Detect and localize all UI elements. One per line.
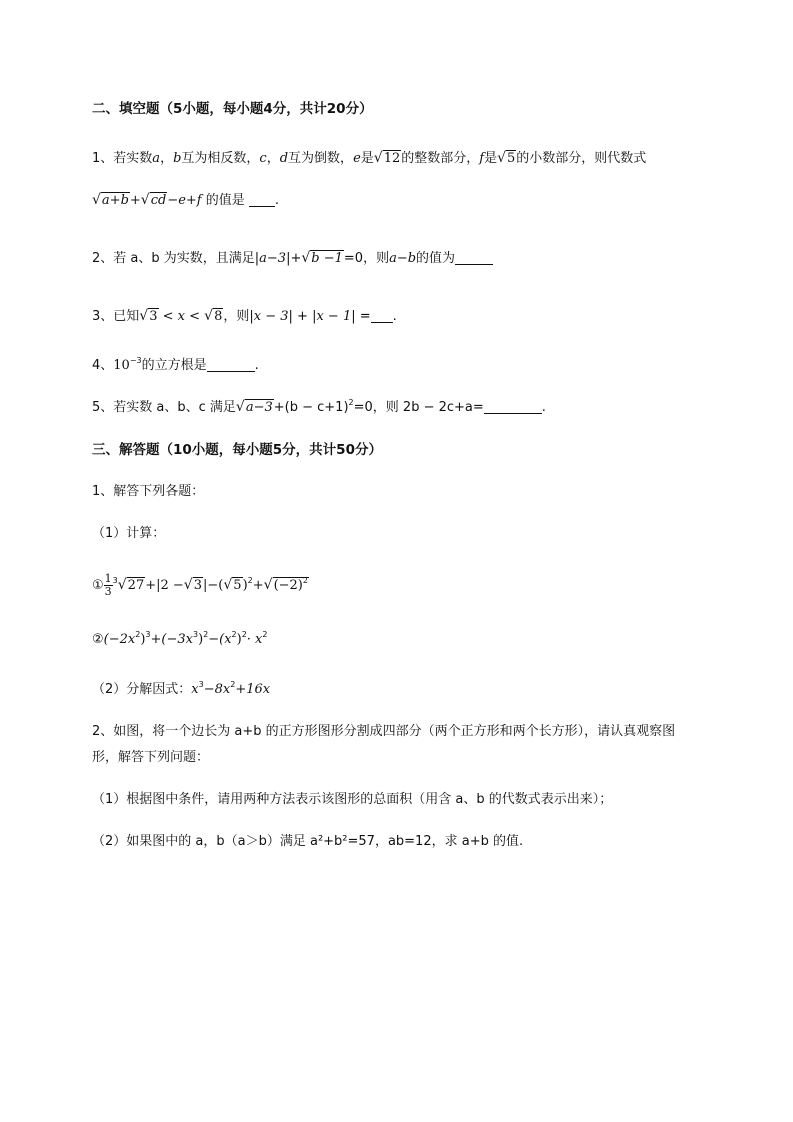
answer-blank[interactable] <box>249 194 275 207</box>
radicand: a+b <box>101 193 129 208</box>
question-1-line-2: √a+b+√cd−e+f 的值是 . <box>92 192 280 208</box>
answer-blank[interactable] <box>371 310 393 323</box>
part-2-factor: （2）分解因式：$x^3-8x^2+16x$ <box>92 680 271 697</box>
question-number: 2、 <box>92 251 114 266</box>
sqrt-icon: √ <box>301 250 311 266</box>
sqrt-icon: √ <box>139 308 149 324</box>
question-number: 1、 <box>92 151 114 166</box>
radicand: 8 <box>214 309 223 324</box>
radicand: 3 <box>149 309 158 324</box>
solve-question-1: 1、解答下列各题： <box>92 484 205 499</box>
sqrt-icon: √ <box>204 308 214 324</box>
cube-root-icon: √ <box>117 577 127 593</box>
question-4: 4、$10^{-3}$的立方根是 . <box>92 356 259 373</box>
solve-question-2-part-2: （2）如果图中的 a，b（a＞b）满足 a²+b²=57，ab=12，求 a+b 的值. <box>92 834 524 849</box>
section-heading-fill-blank: 二、填空题（5小题，每小题4分，共计20分） <box>92 101 373 117</box>
radicand: 5 <box>233 578 242 593</box>
sqrt-icon: √ <box>183 577 193 593</box>
section-heading-solve: 三、解答题（10小题，每小题5分，共计50分） <box>92 442 382 458</box>
radicand: $(-2)^2$ <box>273 576 308 593</box>
answer-blank[interactable] <box>207 359 255 372</box>
sqrt-icon: √ <box>235 399 245 415</box>
sqrt-icon: √ <box>263 577 273 593</box>
radicand: 27 <box>127 578 145 593</box>
radicand: cd <box>150 193 167 208</box>
question-1-line-1: 1、若实数a，b互为相反数，c，d互为倒数，e是√12的整数部分，f是√5的小数部分，则代数式 <box>92 150 647 166</box>
answer-blank[interactable] <box>484 401 542 414</box>
question-3: 3、已知√3 < x < √8，则|x − 3| + |x − 1| = . <box>92 308 397 324</box>
solve-question-2-line-2: 形，解答下列问题： <box>92 750 210 765</box>
question-number: 3、 <box>92 309 114 324</box>
question-2: 2、若 a、b 为实数，且满足|a−3|+√b −1=0，则a−b的值为 <box>92 248 493 269</box>
question-number: 5、 <box>92 400 114 415</box>
question-number: 4、 <box>92 358 114 373</box>
solve-question-2-line-1: 2、如图，将一个边长为 a+b 的正方形图形分割成四部分（两个正方形和两个长方形），请认真观察图 <box>92 724 676 739</box>
circled-two-icon: ② <box>92 632 104 647</box>
question-number: 2、 <box>92 724 114 739</box>
circled-one-icon: ① <box>92 578 104 593</box>
answer-blank[interactable] <box>455 252 493 265</box>
solve-question-2-part-1: （1）根据图中条件，请用两种方法表示该图形的总面积（用含 a、b 的代数式表示出来）； <box>92 792 613 807</box>
sqrt-icon: √ <box>373 150 383 166</box>
radicand: b −1 <box>311 251 343 266</box>
sqrt-icon: √ <box>92 192 101 208</box>
question-number: 1、 <box>92 484 114 499</box>
radicand: 3 <box>193 578 202 593</box>
sqrt-icon: √ <box>223 577 233 593</box>
expression-1: ① $\frac{1}{3}$ $^3√27+|2 -√3|-(√5)^2+√(-2)^2$ <box>92 572 308 598</box>
sqrt-icon: √ <box>497 150 507 166</box>
part-1-label: （1）计算： <box>92 526 166 541</box>
sqrt-icon: √ <box>140 192 150 208</box>
radicand: a−3 <box>245 400 273 415</box>
radicand: 12 <box>383 151 401 166</box>
expression-2: $②(-2x^2)^3+(-3x^3)^2-(x^2)^2\cdot x^2$ <box>92 630 268 647</box>
question-5: 5、若实数 a、b、c 满足$√a-3+(b - c+1)^2=0$，则 2b − 2c+a= . <box>92 398 546 415</box>
radicand: 5 <box>507 151 516 166</box>
fraction: $\frac{1}{3}$ <box>104 572 112 598</box>
